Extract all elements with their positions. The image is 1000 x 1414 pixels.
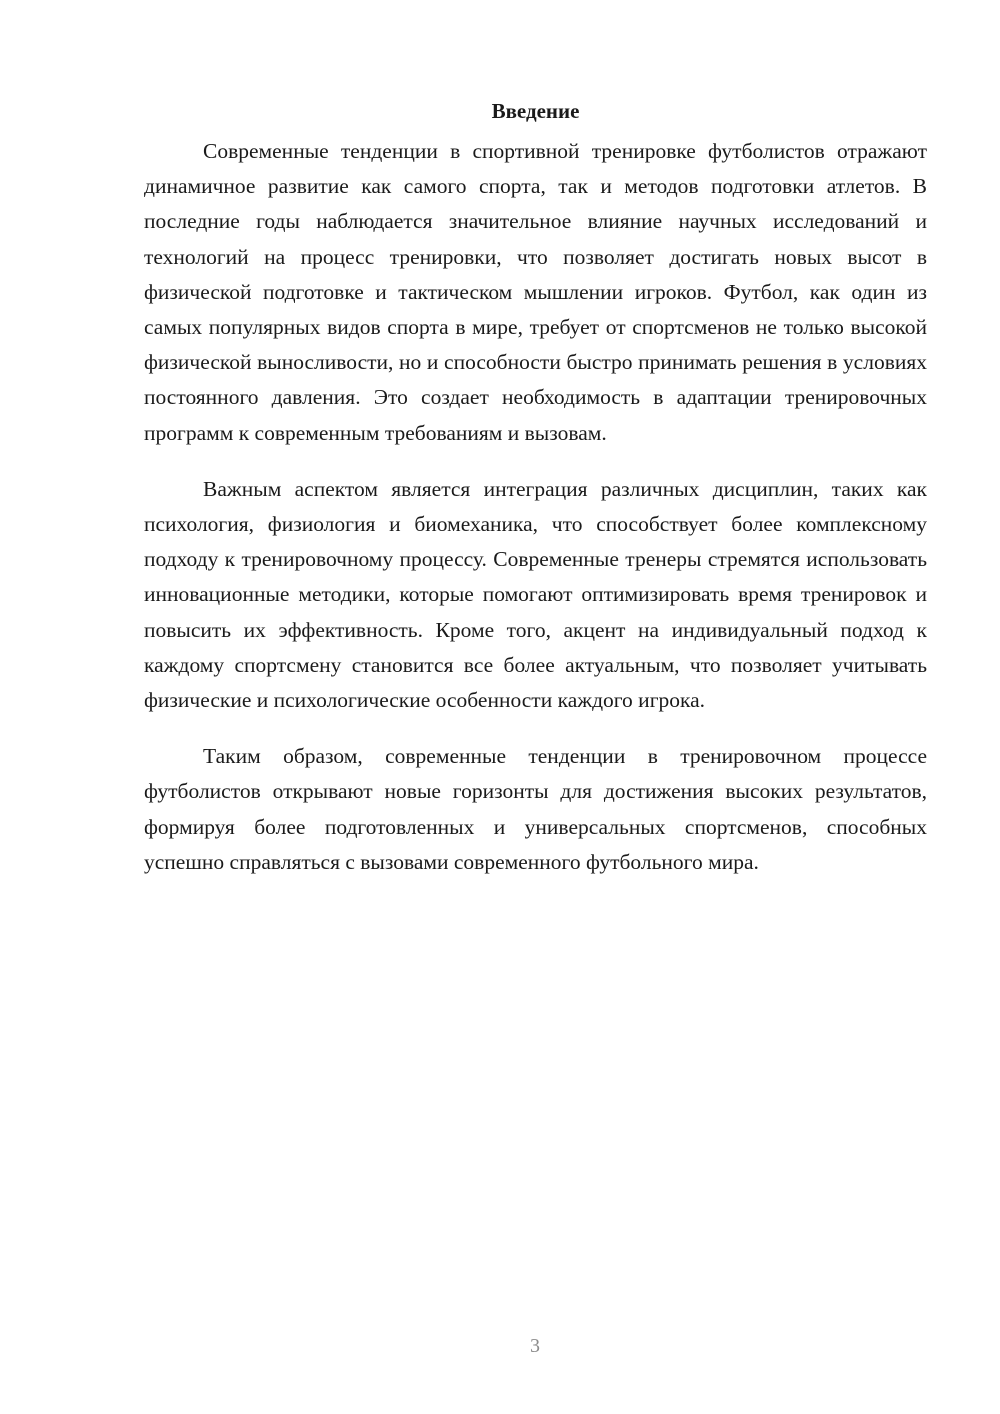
page-content [144, 94, 927, 880]
paragraph-2: Важным аспектом является интеграция различных дисциплин, таких как психология, физиология и биомеханика, что способствует более комплексному подходу к тренировочному процессу. Современные тренеры стремятся использовать инновационные методики, которые помогают оптимизировать время тренировок и повысить их эффективность. Кроме того, акцент на индивидуальный подход к каждому спортсмену становится все более актуальным, что позволяет учитывать физические и психологические особенности каждого игрока. [144, 476, 927, 713]
paragraph-1: Современные тенденции в спортивной тренировке футболистов отражают динамичное развитие как самого спорта, так и методов подготовки атлетов. В последние годы наблюдается значительное влияние научных исследований и технологий на процесс тренировки, что позволяет достигать новых высот в физической подготовке и тактическом мышлении игроков. Футбол, как один из самых популярных видов спорта в мире, требует от спортсменов не только высокой физической выносливости, но и способности быстро принимать решения в условиях постоянного давления. Это создает необходимость в адаптации тренировочных программ к современным требованиям и вызовам. [144, 139, 927, 445]
paragraph-3: Таким образом, современные тенденции в тренировочном процессе футболистов открывают новые горизонты для достижения высоких результатов, формируя более подготовленных и универсальных спортсменов, способных успешно справляться с вызовами современного футбольного мира. [144, 744, 927, 874]
section-heading: Введение [491, 99, 580, 123]
page-number: 3 [530, 1335, 540, 1357]
